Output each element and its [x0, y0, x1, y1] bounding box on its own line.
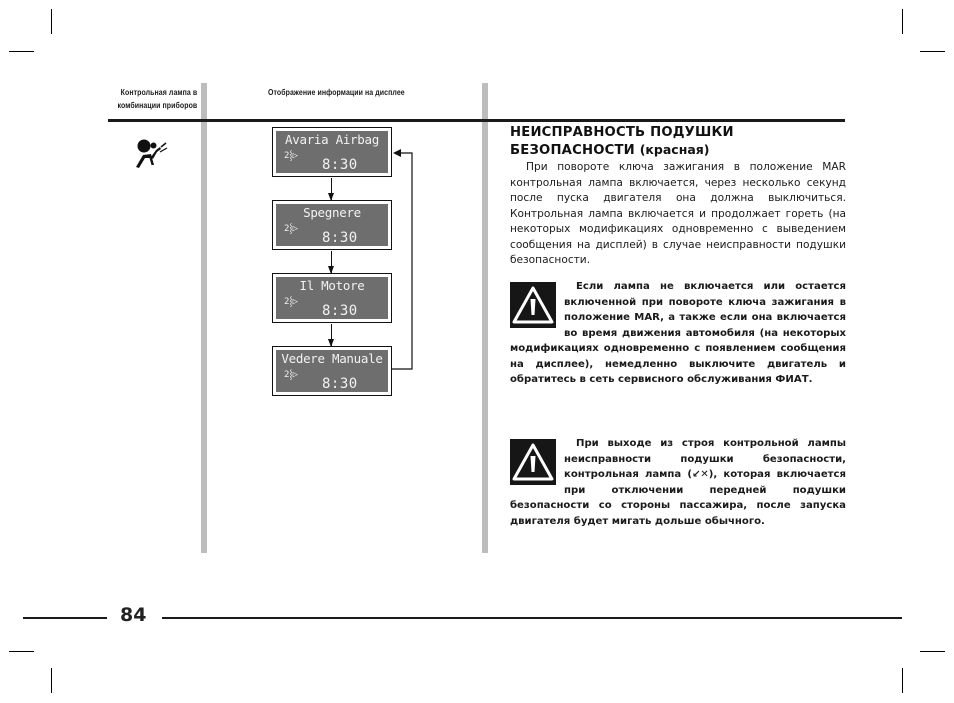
warning-block [510, 436, 846, 529]
crop-mark [9, 651, 34, 652]
display-time: 8:30 [322, 157, 358, 173]
display-time: 8:30 [322, 376, 358, 392]
column-divider [482, 83, 488, 553]
display-screen [272, 273, 392, 323]
display-gear: 2⸾▷ [284, 224, 299, 234]
section-title [510, 124, 734, 159]
lamp-symbol-icon: ⸾▷ [289, 151, 299, 161]
column-header-lamp [112, 86, 197, 112]
column-header-display: Отображение информации на дисплее [268, 87, 405, 97]
crop-mark [920, 51, 945, 52]
display-gear: 2⸾▷ [284, 297, 299, 307]
section-title-line2: БЕЗОПАСНОСТИ [510, 143, 635, 158]
airbag-warning-icon [134, 138, 172, 174]
footer-rule [162, 617, 902, 619]
warning-block [510, 279, 846, 388]
display-screen [272, 127, 392, 177]
warning-triangle-icon [510, 439, 556, 485]
display-time: 8:30 [322, 303, 358, 319]
arrow-down-icon [331, 251, 332, 273]
lamp-symbol-icon: ⸾▷ [289, 224, 299, 234]
warning-text: Если лампа не включается или остается включенной при повороте ключа зажигания в положение MAR, а также если она включается во время движения автомобиля (на некоторых модификациях одновременно с появлением сообщения на дисплее), немедленно выключите двигатель и обратитесь в сеть сервисного обслуживания ФИАТ. [510, 281, 846, 385]
display-gear: 2⸾▷ [284, 151, 299, 161]
display-message: Il Motore [299, 278, 365, 293]
display-gear: 2⸾▷ [284, 370, 299, 380]
header-rule [108, 119, 845, 122]
lamp-symbol-icon: ⸾▷ [289, 370, 299, 380]
display-message: Vedere Manuale [281, 351, 383, 366]
loop-back-arrow-icon [390, 145, 416, 375]
column-header-lamp-line1: Контрольная лампа в [120, 87, 198, 97]
display-message: Spegnere [303, 205, 361, 220]
display-screen [272, 346, 392, 396]
section-title-suffix: (красная) [639, 142, 710, 157]
column-header-lamp-line2: комбинации приборов [117, 100, 198, 110]
display-message: Avaria Airbag [285, 132, 379, 147]
page-number: 84 [120, 604, 147, 626]
display-time: 8:30 [322, 230, 358, 246]
display-screen [272, 200, 392, 250]
warning-triangle-icon [510, 282, 556, 328]
warning-text: При выходе из строя контрольной лампы неисправности подушки безопасности, контрольная лампа (↙✕), которая включается при отключении передней подушки безопасности со стороны пассажира, после запуска двигателя будет мигать дольше обычного. [510, 438, 846, 527]
column-divider [201, 83, 207, 553]
arrow-down-icon [331, 324, 332, 346]
lamp-symbol-icon: ⸾▷ [289, 297, 299, 307]
crop-mark [902, 9, 903, 34]
body-paragraph: При повороте ключа зажигания в положение MAR контрольная лампа включается, через несколько секунд после пуска двигателя она должна выключиться. Контрольная лампа включается и продолжает гореть (на некоторых модификациях одновременно с выведением сообщения на дисплей) в случае неисправности подушки безопасности. [510, 161, 846, 266]
crop-mark [902, 668, 903, 693]
crop-mark [9, 51, 34, 52]
crop-mark [51, 9, 52, 34]
section-title-line1: НЕИСПРАВНОСТЬ ПОДУШКИ [510, 125, 734, 140]
crop-mark [920, 651, 945, 652]
section-body [510, 160, 846, 269]
passenger-airbag-off-icon: ↙✕ [692, 469, 709, 480]
footer-rule [23, 617, 107, 619]
arrow-down-icon [331, 178, 332, 200]
crop-mark [51, 668, 52, 693]
